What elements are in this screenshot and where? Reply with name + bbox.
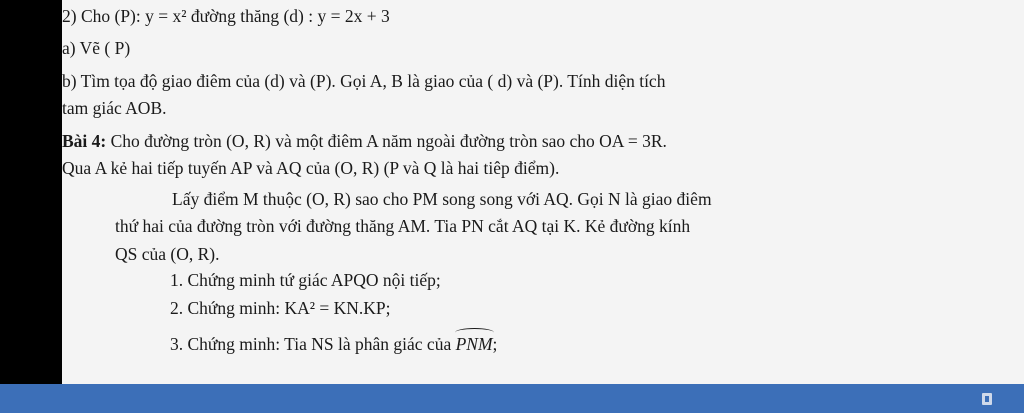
notification-icon[interactable] <box>982 393 992 405</box>
task-1: 1. Chứng minh tứ giác APQO nội tiếp; <box>170 270 441 290</box>
problem-4-line4: thứ hai của đường tròn với đường thăng AM. Tia PN cắt AQ tại K. Kẻ đường kính <box>115 216 691 236</box>
problem-4-line5: QS của (O, R). <box>115 244 220 264</box>
angle-pnm: PNM <box>455 334 493 354</box>
problem-4-text: Cho đường tròn (O, R) và một điêm A năm ngoài đường tròn sao cho OA = 3R. <box>110 131 667 151</box>
taskbar <box>0 384 1024 413</box>
problem-4-line2: Qua A kẻ hai tiếp tuyến AP và AQ của (O, R) (P và Q là hai tiêp điểm). <box>62 158 560 178</box>
problem-2-statement: 2) Cho (P): y = x² đường thăng (d) : y = 2x + 3 <box>62 6 390 26</box>
problem-4-label: Bài 4: <box>62 131 107 151</box>
part-a: a) Vẽ ( P) <box>62 38 131 58</box>
task-2: 2. Chứng minh: KA² = KN.KP; <box>170 298 391 318</box>
document-page <box>62 0 1024 384</box>
task-3 <box>170 334 497 355</box>
part-b-line2: tam giác AOB. <box>62 98 167 118</box>
part-b-line1: b) Tìm tọa độ giao điêm của (d) và (P). Gọi A, B là giao của ( d) và (P). Tính diện tích <box>62 71 666 91</box>
problem-4-line1 <box>62 131 667 152</box>
problem-4-line3: Lấy điểm M thuộc (O, R) sao cho PM song song với AQ. Gọi N là giao điêm <box>172 189 712 209</box>
task-3-text: 3. Chứng minh: Tia NS là phân giác của <box>170 334 456 354</box>
task-3-end: ; <box>492 334 498 354</box>
